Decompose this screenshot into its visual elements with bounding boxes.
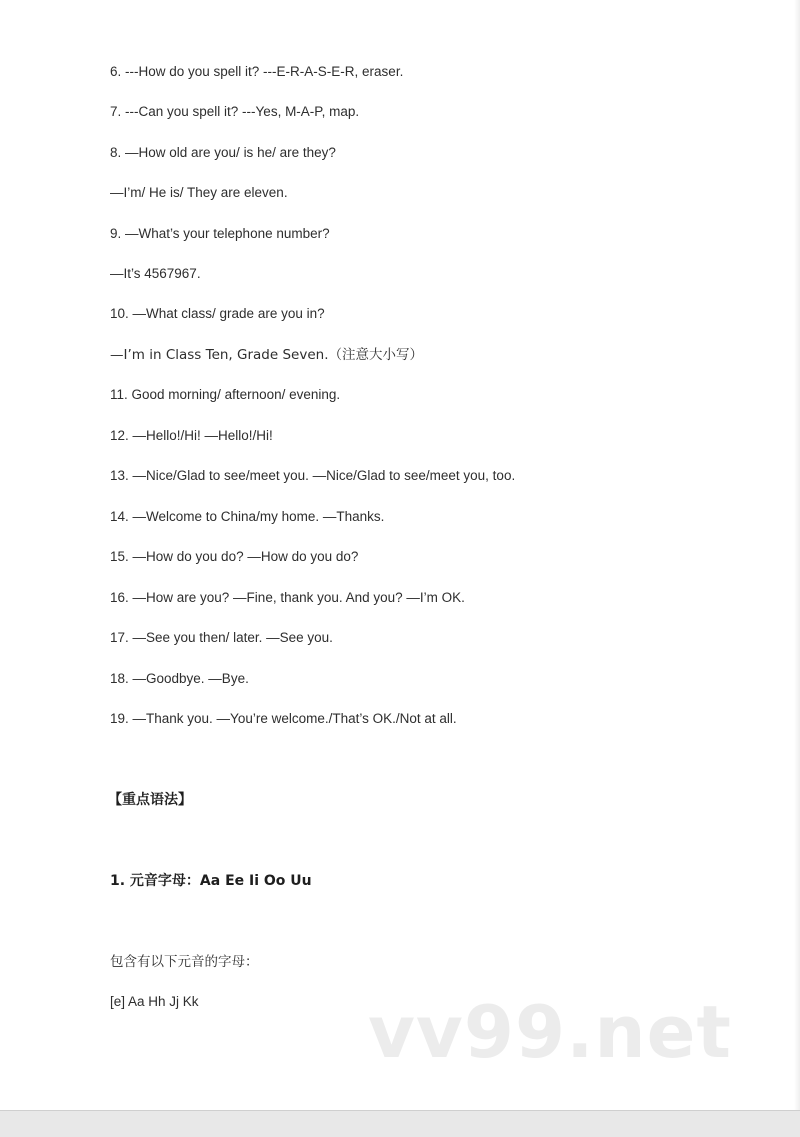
page-edge-shadow bbox=[794, 0, 800, 1110]
vowel-subheading: 1. 元音字母：Aa Ee Ii Oo Uu bbox=[110, 873, 312, 889]
text-line-9: 9. —What’s your telephone number? bbox=[110, 226, 330, 241]
text-line-19: 19. —Thank you. —You’re welcome./That’s OK./Not at all. bbox=[110, 711, 457, 726]
text-line-12: 12. —Hello!/Hi! —Hello!/Hi! bbox=[110, 428, 273, 443]
text-line-9-answer: —It’s 4567967. bbox=[110, 266, 201, 281]
text-line-13: 13. —Nice/Glad to see/meet you. —Nice/Glad to see/meet you, too. bbox=[110, 468, 516, 483]
text-line-14: 14. —Welcome to China/my home. —Thanks. bbox=[110, 509, 385, 524]
section-heading: 【重点语法】 bbox=[108, 792, 192, 808]
text-line-8-answer: —I’m/ He is/ They are eleven. bbox=[110, 185, 288, 200]
text-line-11: 11. Good morning/ afternoon/ evening. bbox=[110, 387, 341, 402]
vowel-intro-text: 包含有以下元音的字母： bbox=[110, 954, 259, 970]
site-watermark: vv99.net bbox=[368, 990, 732, 1074]
text-line-7: 7. ---Can you spell it? ---Yes, M-A-P, map. bbox=[110, 104, 360, 119]
vowel-row-e: [e] Aa Hh Jj Kk bbox=[110, 994, 199, 1009]
text-line-10-answer: —I’m in Class Ten, Grade Seven.（注意大小写） bbox=[110, 347, 423, 363]
text-line-17: 17. —See you then/ later. —See you. bbox=[110, 630, 333, 645]
page-separator bbox=[0, 1110, 800, 1137]
text-line-6: 6. ---How do you spell it? ---E-R-A-S-E-R, eraser. bbox=[110, 64, 404, 79]
text-line-15: 15. —How do you do? —How do you do? bbox=[110, 549, 359, 564]
text-line-8: 8. —How old are you/ is he/ are they? bbox=[110, 145, 336, 160]
text-line-18: 18. —Goodbye. —Bye. bbox=[110, 671, 249, 686]
text-line-16: 16. —How are you? —Fine, thank you. And you? —I’m OK. bbox=[110, 590, 465, 605]
text-line-10: 10. —What class/ grade are you in? bbox=[110, 306, 325, 321]
